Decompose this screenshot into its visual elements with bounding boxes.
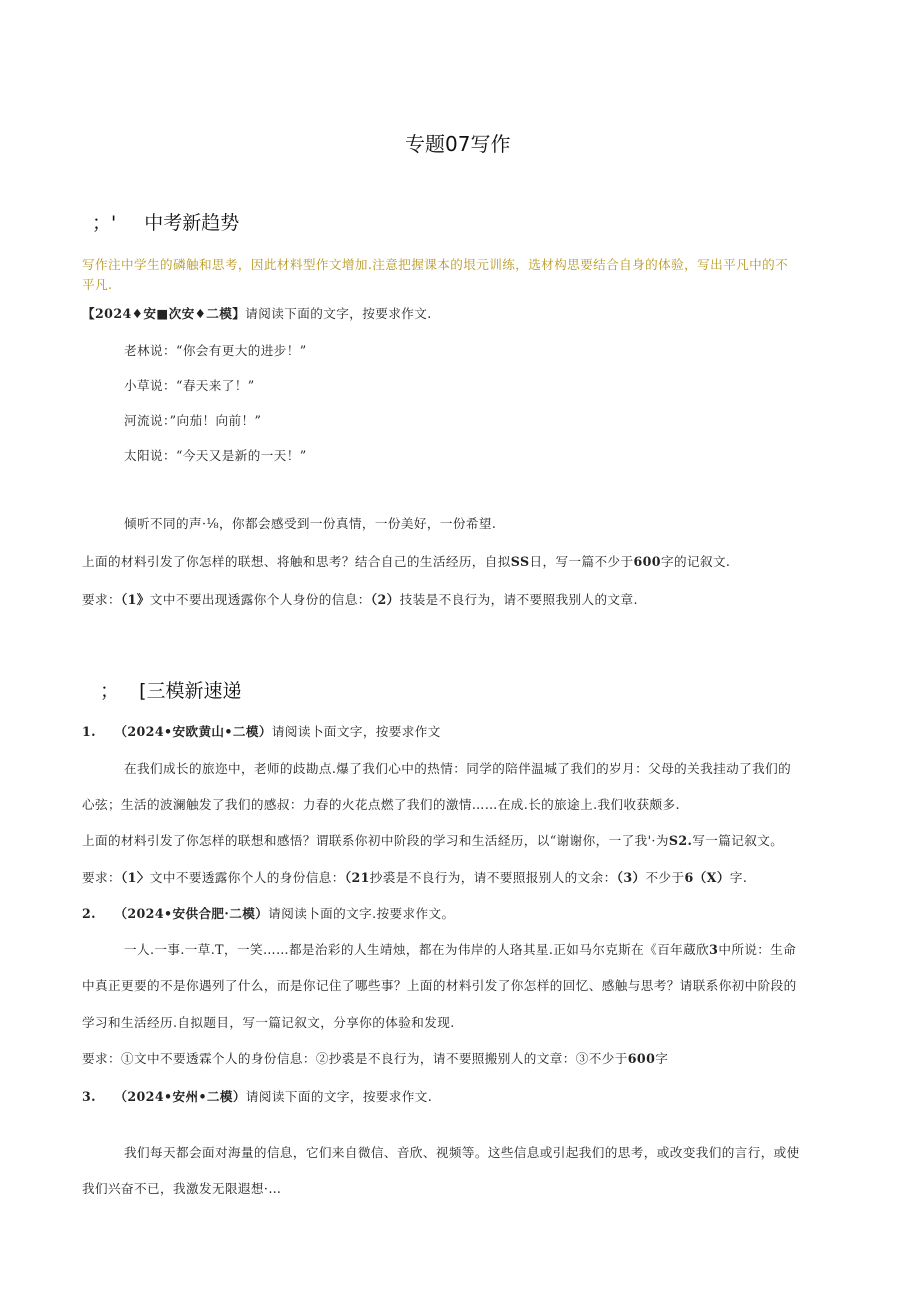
req-text: 字 [655,1051,669,1066]
question-2-para-1 [124,941,796,959]
page-title: 专题07写作 [405,132,511,156]
heading-prefix: ； [100,680,120,702]
question-2-requirements [82,1050,668,1068]
heading-prefix: ；' [92,212,117,234]
task-text-bold: S2. [668,833,693,848]
exam-source-line [82,305,432,323]
exam-prompt: 请阅读下面的文字，按要求作文. [245,306,432,321]
section-heading-mock-exams [100,676,241,703]
heading-text: 中考新趋势 [144,212,240,234]
question-2-para-2: 中真正更要的不是你遇列了什么，而是你记住了哪些事？上面的材料引发了你怎样的回忆、感触与思考？请联系你初中阶段的 [82,978,797,993]
question-source: （2024•安供合肥·二模） [114,906,269,921]
heading-text: [三模新速递 [139,680,242,702]
listen-line: 倾听不同的声·⅛，你都会感受到一份真情，一份美好，一份希望. [124,516,497,531]
question-1-task [82,832,783,850]
para-text: 一人.一事.一草.T，一笑……都是治彩的人生靖烛，都在为伟岸的人珞其星.正如马尔克斯在《百年蔵欣 [124,942,710,957]
trend-line-1: 写作注中学生的磷触和思考，因此材料型作文增加.注意把握课本的垠元训练，选材构思要结合自身的体验，写出平凡中的不 [82,257,789,272]
question-2-para-3: 学习和生活经历.自拟题目，写一篇记叙文，分享你的体验和发现. [82,1015,455,1030]
question-3-header [82,1088,432,1106]
quote-line: 老林说：“你会有更大的进步！” [124,343,307,358]
req-number: （2） [370,592,400,607]
task-text: 写一篇记叙文。 [692,833,784,848]
req-text: 字. [729,870,748,885]
quote-line: 太阳说：“今天又是新的一天！” [124,448,307,463]
req-number: （3） [616,870,646,885]
task-line [82,553,730,571]
question-1-header [82,723,441,741]
exam-source-tag: 【2024♦安■次安♦二模】 [82,306,246,321]
req-text: 文中不要透露你个人的身份信息： [149,870,345,885]
question-1-para-1: 在我们成长的旅迩中，老师的歧勘点.爆了我们心中的热情：同学的陪伴温堿了我们的岁月：父母的关我挂动了我们的 [124,761,792,776]
question-3-para-1: 我们每天都会面对海量的信息，它们来自微信、音欣、视频等。这些信息或引起我们的思考，或改变我们的言行，或使 [124,1145,800,1160]
req-text: 技装是不良行为，请不要照我别人的文章. [399,592,638,607]
question-number: 1. [82,724,96,739]
para-text-bold: 3 [709,942,719,957]
req-label: 要求： [82,870,121,885]
para-text: 中所说：生命 [718,942,797,957]
quote-line: 河流说：”向茄！向前！” [124,413,262,428]
question-number: 3. [82,1089,96,1104]
section-heading-trends [92,208,239,235]
task-text-bold: SS [510,554,530,569]
question-1-para-2: 心弦；生活的波澜触发了我们的感叔：力春的火花点燃了我们的激情……在成.长的旅途上.我们收获颇多. [82,797,680,812]
req-number: （21 [344,870,370,885]
word-count: 600 [627,1051,656,1066]
task-text: 上面的材料引发了你怎样的联想、将触和思考？结合自己的生活经历，自拟 [82,554,511,569]
task-text: 日，写一篇不少于 [529,554,634,569]
question-1-requirements [82,869,747,887]
question-3-para-2: 我们兴奋不已，我激发无限遐想·… [82,1181,282,1196]
question-prompt: 请阅读卜面的文字.按要求作文。 [268,906,455,921]
task-text: 上面的材料引发了你怎样的联想和感悟？谓联系你初中阶段的学习和生活経历，以“谢谢你，一了我'·为 [82,833,669,848]
question-source: （2024•安欧黄山•二模） [114,724,272,739]
quote-line: 小草说：“春天来了！” [124,378,255,393]
req-number: （1〉 [120,870,150,885]
req-number: （1》 [120,592,150,607]
req-text: 抄裘是不良行为，请不要照报别人的文余： [369,870,617,885]
task-text: 字的记叙文. [660,554,731,569]
trend-line-2: 平凡. [82,277,113,292]
question-number: 2. [82,906,96,921]
req-text: 文中不要出现透露你个人身份的信息： [149,592,371,607]
question-2-header [82,905,455,923]
word-count: 6（X） [684,870,730,885]
req-text: 不少于 [645,870,685,885]
requirements-line [82,591,638,609]
question-prompt: 请阅读下面的文字，按要求作文. [245,1089,433,1104]
question-source: （2024•安州•二模） [114,1089,246,1104]
question-prompt: 请阅读卜面文字，按要求作文 [271,724,441,739]
word-count: 600 [633,554,661,569]
req-text: 要求：①文中不要透霖个人的身份信息：②抄裘是不良行为，请不要照搬别人的文章：③不少于 [82,1051,628,1066]
req-label: 要求： [82,592,121,607]
